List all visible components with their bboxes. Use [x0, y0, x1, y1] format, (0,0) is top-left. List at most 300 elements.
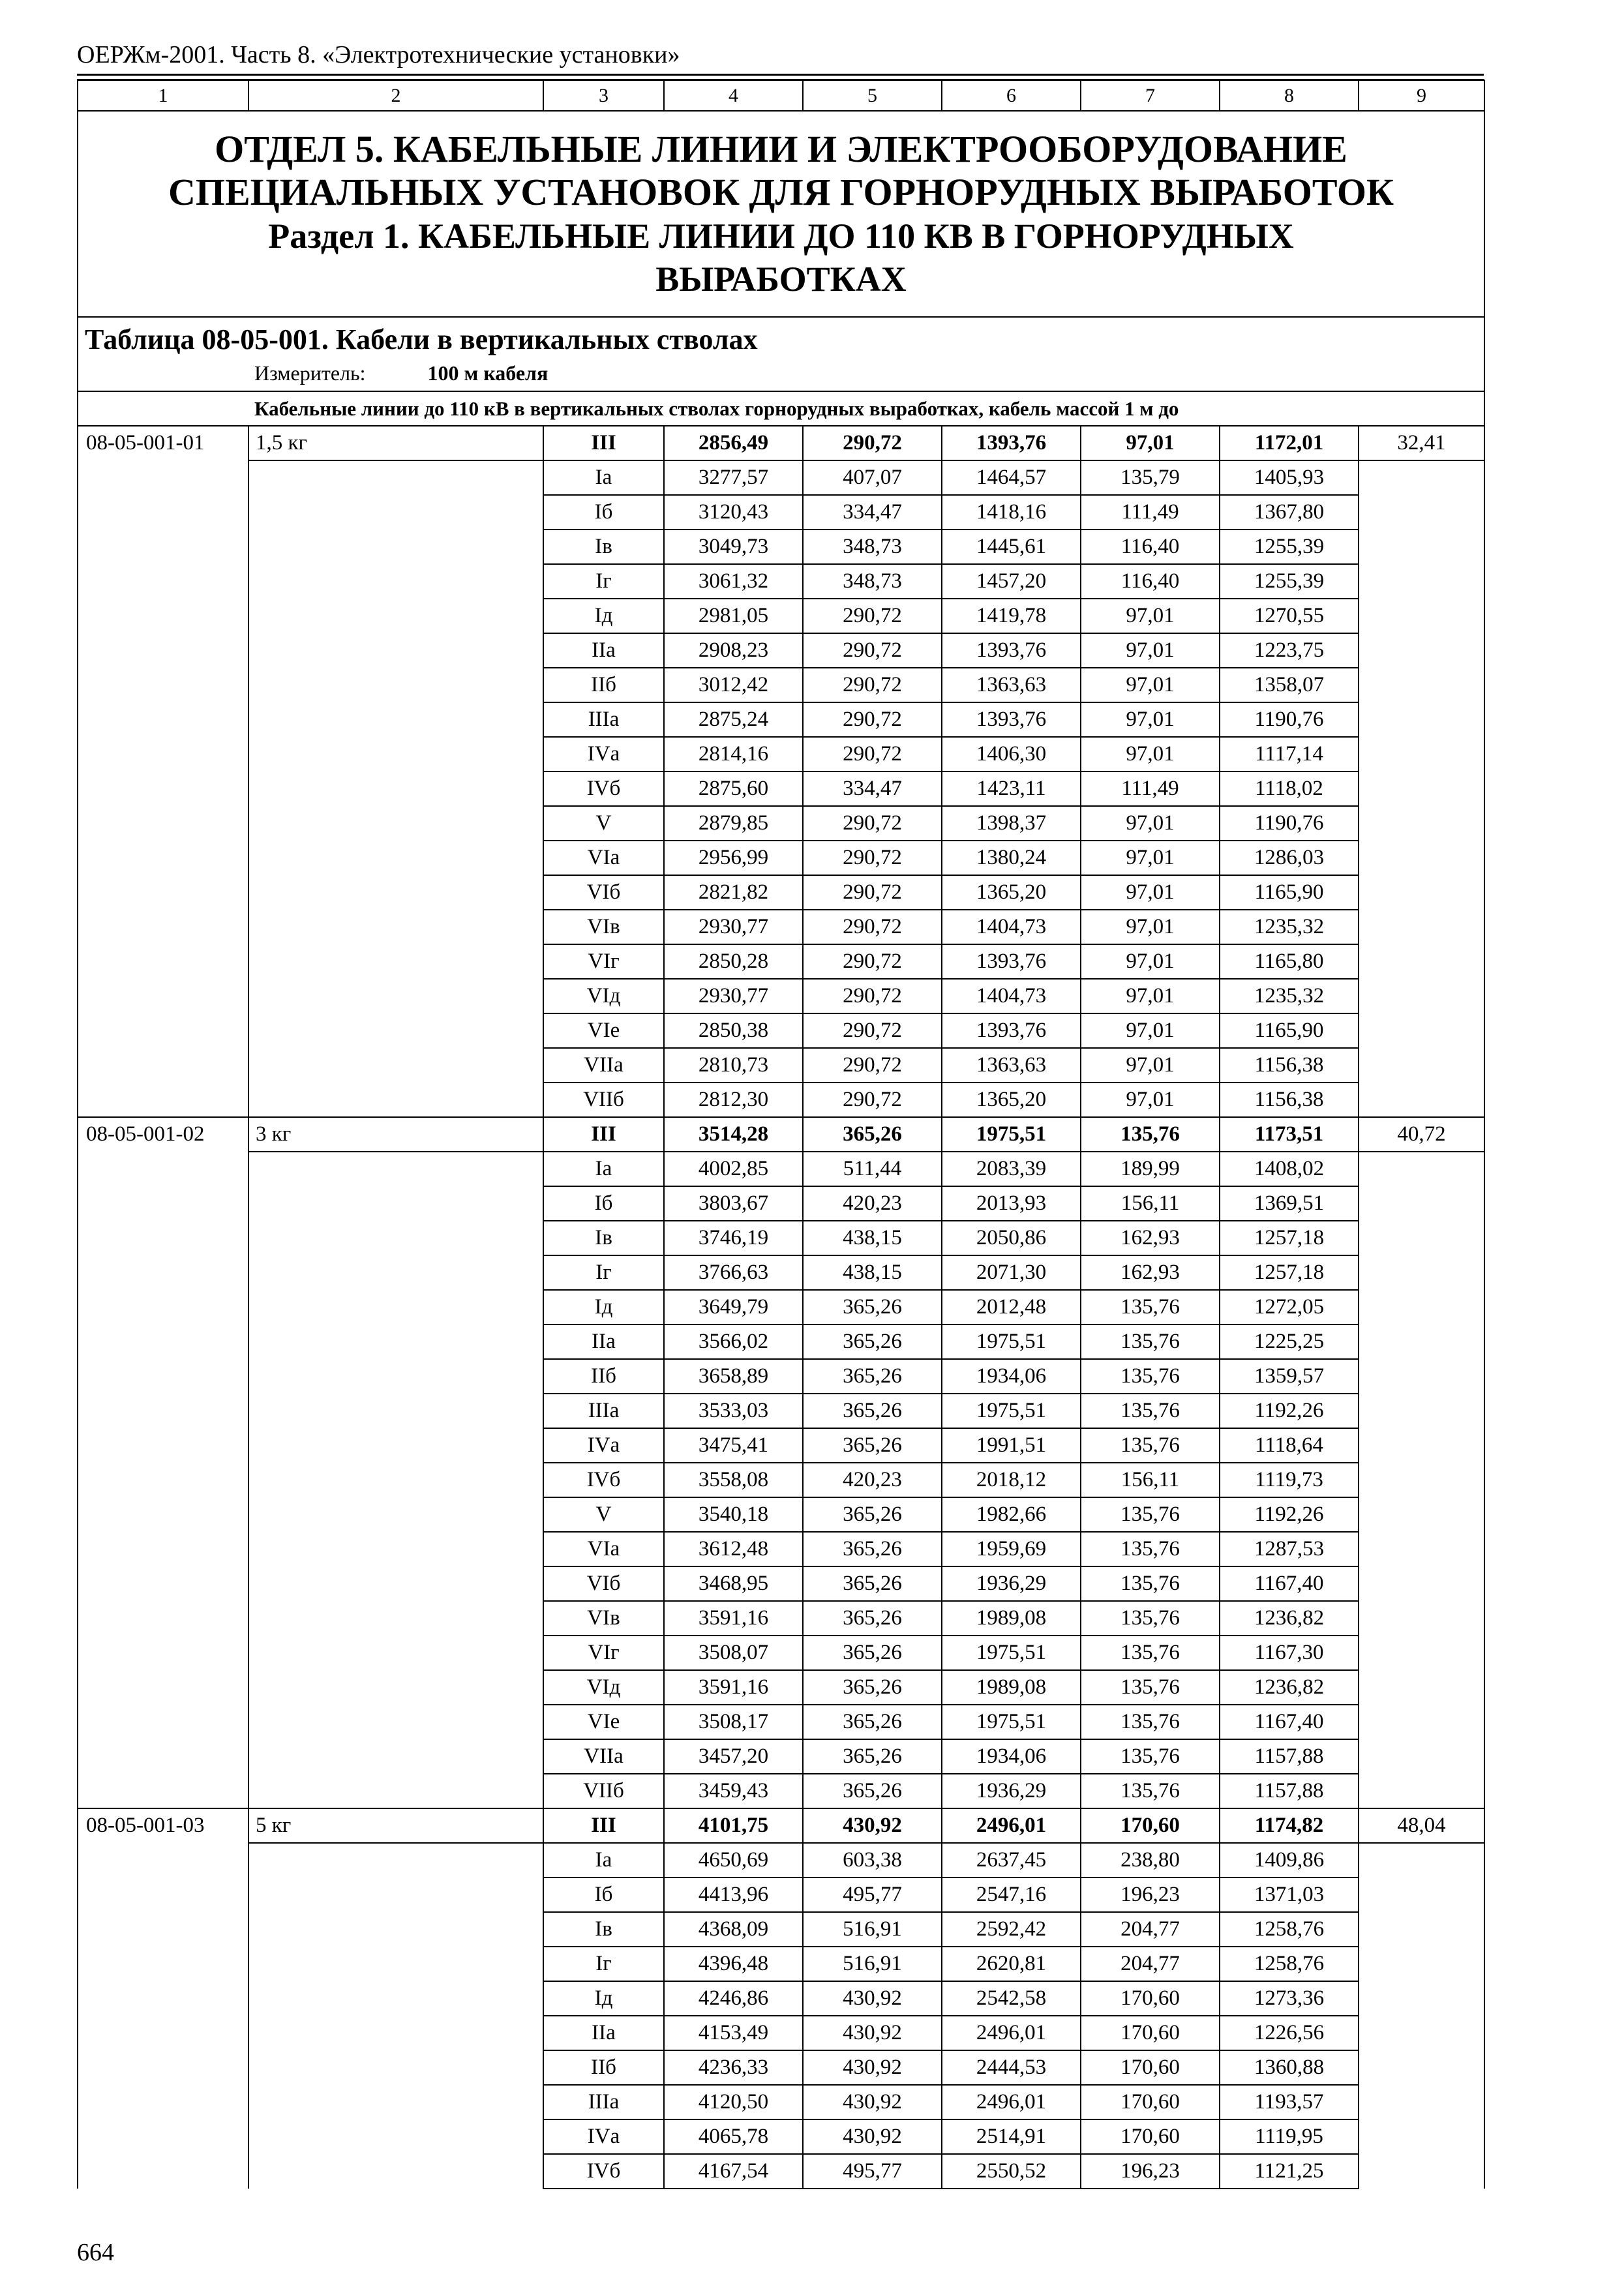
- wages-cost: 516,91: [803, 1912, 942, 1947]
- total-cost: 3049,73: [664, 530, 803, 564]
- machine-cost: 1418,16: [942, 495, 1081, 530]
- operator-wages: 116,40: [1081, 530, 1220, 564]
- operator-wages: 238,80: [1081, 1843, 1220, 1878]
- total-cost: 2812,30: [664, 1083, 803, 1117]
- table-row: [78, 1636, 1484, 1670]
- empty-cell: [78, 1705, 248, 1739]
- operator-wages: 135,76: [1081, 1324, 1220, 1359]
- empty-cell: [78, 1083, 248, 1117]
- zone-category: Iд: [543, 1290, 664, 1324]
- total-cost: 3277,57: [664, 460, 803, 495]
- table-row: [78, 1186, 1484, 1221]
- materials-cost: 1270,55: [1220, 599, 1359, 633]
- table-row: [78, 702, 1484, 737]
- page-number: 664: [77, 2239, 114, 2266]
- empty-cell: [78, 1152, 248, 1186]
- wages-cost: 603,38: [803, 1843, 942, 1878]
- empty-cell: [1359, 1739, 1484, 1774]
- empty-cell: [248, 1878, 543, 1912]
- wages-cost: 365,26: [803, 1601, 942, 1636]
- table-row: [78, 1152, 1484, 1186]
- empty-cell: [248, 1255, 543, 1290]
- labor-rate: 48,04: [1359, 1808, 1484, 1843]
- zone-category: VIв: [543, 1601, 664, 1636]
- wages-cost: 334,47: [803, 495, 942, 530]
- total-cost: 2930,77: [664, 910, 803, 944]
- table-row: [78, 1048, 1484, 1083]
- materials-cost: 1257,18: [1220, 1221, 1359, 1255]
- operator-wages: 135,76: [1081, 1117, 1220, 1152]
- table-row: [78, 979, 1484, 1013]
- empty-cell: [1359, 944, 1484, 979]
- operator-wages: 135,76: [1081, 1359, 1220, 1394]
- zone-category: VIб: [543, 875, 664, 910]
- empty-cell: [78, 1359, 248, 1394]
- table-row: [78, 460, 1484, 495]
- materials-cost: 1409,86: [1220, 1843, 1359, 1878]
- empty-cell: [78, 1843, 248, 1878]
- table-row: [78, 1878, 1484, 1912]
- empty-cell: [78, 1670, 248, 1705]
- total-cost: 4246,86: [664, 1981, 803, 2016]
- empty-cell: [1359, 1083, 1484, 1117]
- total-cost: 3649,79: [664, 1290, 803, 1324]
- total-cost: 2981,05: [664, 599, 803, 633]
- materials-cost: 1360,88: [1220, 2050, 1359, 2085]
- empty-cell: [1359, 599, 1484, 633]
- column-number: 5: [803, 80, 942, 111]
- table-row: [78, 2050, 1484, 2085]
- table-row: [78, 1981, 1484, 2016]
- materials-cost: 1405,93: [1220, 460, 1359, 495]
- empty-cell: [78, 737, 248, 771]
- table-row: [78, 910, 1484, 944]
- zone-category: VIв: [543, 910, 664, 944]
- materials-cost: 1255,39: [1220, 564, 1359, 599]
- table-row: [78, 633, 1484, 668]
- machine-cost: 1936,29: [942, 1774, 1081, 1808]
- wages-cost: 290,72: [803, 1013, 942, 1048]
- machine-cost: 1380,24: [942, 841, 1081, 875]
- total-cost: 3591,16: [664, 1670, 803, 1705]
- machine-cost: 1365,20: [942, 1083, 1081, 1117]
- empty-cell: [78, 1497, 248, 1532]
- empty-cell: [248, 2085, 543, 2119]
- operator-wages: 97,01: [1081, 875, 1220, 910]
- total-cost: 3612,48: [664, 1532, 803, 1566]
- table-row: [78, 1601, 1484, 1636]
- column-number: 6: [942, 80, 1081, 111]
- empty-cell: [78, 1013, 248, 1048]
- empty-cell: [1359, 910, 1484, 944]
- empty-cell: [78, 1878, 248, 1912]
- empty-cell: [248, 771, 543, 806]
- table-row: [78, 2119, 1484, 2154]
- total-cost: 2850,38: [664, 1013, 803, 1048]
- total-cost: 3061,32: [664, 564, 803, 599]
- empty-cell: [78, 599, 248, 633]
- header-rule: [77, 74, 1484, 76]
- empty-cell: [1359, 1532, 1484, 1566]
- total-cost: 4236,33: [664, 2050, 803, 2085]
- operator-wages: 135,76: [1081, 1290, 1220, 1324]
- table-title: Таблица 08-05-001. Кабели в вертикальных стволах: [85, 323, 758, 355]
- empty-cell: [248, 633, 543, 668]
- operator-wages: 135,76: [1081, 1428, 1220, 1463]
- empty-cell: [1359, 875, 1484, 910]
- column-number: 8: [1220, 80, 1359, 111]
- empty-cell: [78, 1186, 248, 1221]
- column-numbers-row: [78, 80, 1484, 111]
- wages-cost: 430,92: [803, 1981, 942, 2016]
- machine-cost: 1982,66: [942, 1497, 1081, 1532]
- wages-cost: 290,72: [803, 599, 942, 633]
- machine-cost: 1363,63: [942, 1048, 1081, 1083]
- rate-code: 08-05-001-02: [78, 1117, 248, 1152]
- table-row: [78, 599, 1484, 633]
- wages-cost: 334,47: [803, 771, 942, 806]
- machine-cost: 2444,53: [942, 2050, 1081, 2085]
- wages-cost: 516,91: [803, 1947, 942, 1981]
- empty-cell: [78, 633, 248, 668]
- wages-cost: 365,26: [803, 1566, 942, 1601]
- empty-cell: [1359, 2154, 1484, 2189]
- table-row: [78, 1774, 1484, 1808]
- empty-cell: [1359, 495, 1484, 530]
- wages-cost: 290,72: [803, 1083, 942, 1117]
- machine-cost: 1975,51: [942, 1117, 1081, 1152]
- operator-wages: 196,23: [1081, 2154, 1220, 2189]
- wages-cost: 495,77: [803, 2154, 942, 2189]
- empty-cell: [1359, 1981, 1484, 2016]
- empty-cell: [78, 1532, 248, 1566]
- empty-cell: [248, 1290, 543, 1324]
- operator-wages: 111,49: [1081, 495, 1220, 530]
- table-row: [78, 841, 1484, 875]
- empty-cell: [1359, 1843, 1484, 1878]
- zone-category: Iд: [543, 1981, 664, 2016]
- total-cost: 4167,54: [664, 2154, 803, 2189]
- wages-cost: 365,26: [803, 1394, 942, 1428]
- zone-category: Iг: [543, 564, 664, 599]
- empty-cell: [78, 460, 248, 495]
- materials-cost: 1408,02: [1220, 1152, 1359, 1186]
- table-row: [78, 2154, 1484, 2189]
- empty-cell: [248, 668, 543, 702]
- materials-cost: 1257,18: [1220, 1255, 1359, 1290]
- column-number: 9: [1359, 80, 1484, 111]
- operator-wages: 170,60: [1081, 2119, 1220, 2154]
- zone-category: Iв: [543, 1912, 664, 1947]
- empty-cell: [248, 1705, 543, 1739]
- zone-category: III: [543, 426, 664, 460]
- empty-cell: [248, 806, 543, 841]
- empty-cell: [1359, 2119, 1484, 2154]
- total-cost: 4413,96: [664, 1878, 803, 1912]
- wages-cost: 290,72: [803, 1048, 942, 1083]
- empty-cell: [248, 1774, 543, 1808]
- zone-category: IIа: [543, 633, 664, 668]
- table-row: [78, 1705, 1484, 1739]
- total-cost: 2875,60: [664, 771, 803, 806]
- materials-cost: 1156,38: [1220, 1083, 1359, 1117]
- empty-cell: [1359, 841, 1484, 875]
- operator-wages: 196,23: [1081, 1878, 1220, 1912]
- zone-category: IIа: [543, 1324, 664, 1359]
- operator-wages: 156,11: [1081, 1186, 1220, 1221]
- machine-cost: 1406,30: [942, 737, 1081, 771]
- empty-cell: [78, 1463, 248, 1497]
- materials-cost: 1255,39: [1220, 530, 1359, 564]
- materials-cost: 1157,88: [1220, 1774, 1359, 1808]
- wages-cost: 430,92: [803, 1808, 942, 1843]
- machine-cost: 1989,08: [942, 1601, 1081, 1636]
- empty-cell: [248, 910, 543, 944]
- empty-cell: [1359, 1947, 1484, 1981]
- machine-cost: 1975,51: [942, 1324, 1081, 1359]
- empty-cell: [248, 1636, 543, 1670]
- empty-cell: [1359, 1152, 1484, 1186]
- total-cost: 3508,17: [664, 1705, 803, 1739]
- machine-cost: 1423,11: [942, 771, 1081, 806]
- empty-cell: [248, 530, 543, 564]
- materials-cost: 1156,38: [1220, 1048, 1359, 1083]
- materials-cost: 1258,76: [1220, 1947, 1359, 1981]
- total-cost: 3459,43: [664, 1774, 803, 1808]
- wages-cost: 430,92: [803, 2085, 942, 2119]
- materials-cost: 1119,95: [1220, 2119, 1359, 2154]
- empty-cell: [248, 1497, 543, 1532]
- materials-cost: 1225,25: [1220, 1324, 1359, 1359]
- empty-cell: [248, 2154, 543, 2189]
- machine-cost: 2496,01: [942, 2016, 1081, 2050]
- zone-category: IIIа: [543, 702, 664, 737]
- zone-category: VIг: [543, 944, 664, 979]
- empty-cell: [248, 1428, 543, 1463]
- total-cost: 3475,41: [664, 1428, 803, 1463]
- total-cost: 2956,99: [664, 841, 803, 875]
- empty-cell: [78, 875, 248, 910]
- empty-cell: [78, 1947, 248, 1981]
- operator-wages: 162,93: [1081, 1255, 1220, 1290]
- total-cost: 4368,09: [664, 1912, 803, 1947]
- empty-cell: [78, 1324, 248, 1359]
- empty-cell: [248, 1739, 543, 1774]
- operator-wages: 170,60: [1081, 2050, 1220, 2085]
- wages-cost: 511,44: [803, 1152, 942, 1186]
- empty-cell: [78, 1601, 248, 1636]
- wages-cost: 365,26: [803, 1290, 942, 1324]
- total-cost: 3457,20: [664, 1739, 803, 1774]
- operator-wages: 97,01: [1081, 737, 1220, 771]
- materials-cost: 1167,40: [1220, 1566, 1359, 1601]
- machine-cost: 1989,08: [942, 1670, 1081, 1705]
- title-cell: [78, 111, 1484, 317]
- zone-category: V: [543, 806, 664, 841]
- total-cost: 4153,49: [664, 2016, 803, 2050]
- empty-cell: [248, 1981, 543, 2016]
- operator-wages: 135,76: [1081, 1497, 1220, 1532]
- machine-cost: 2083,39: [942, 1152, 1081, 1186]
- materials-cost: 1287,53: [1220, 1532, 1359, 1566]
- materials-cost: 1121,25: [1220, 2154, 1359, 2189]
- running-header: ОЕРЖм-2001. Часть 8. «Электротехнические установки»: [77, 41, 680, 68]
- materials-cost: 1167,40: [1220, 1705, 1359, 1739]
- empty-cell: [248, 1048, 543, 1083]
- empty-cell: [1359, 668, 1484, 702]
- empty-cell: [248, 944, 543, 979]
- materials-cost: 1190,76: [1220, 702, 1359, 737]
- wages-cost: 365,26: [803, 1497, 942, 1532]
- empty-cell: [1359, 1359, 1484, 1394]
- materials-cost: 1371,03: [1220, 1878, 1359, 1912]
- empty-cell: [248, 737, 543, 771]
- empty-cell: [1359, 1912, 1484, 1947]
- zone-category: IIIа: [543, 2085, 664, 2119]
- operator-wages: 135,79: [1081, 460, 1220, 495]
- group-description: Кабельные линии до 110 кВ в вертикальных стволах горнорудных выработках, кабель массой 1 м до: [78, 391, 1484, 426]
- zone-category: IVа: [543, 2119, 664, 2154]
- zone-category: IVб: [543, 2154, 664, 2189]
- empty-cell: [248, 2050, 543, 2085]
- total-cost: 3566,02: [664, 1324, 803, 1359]
- empty-cell: [1359, 1705, 1484, 1739]
- table-row: [78, 530, 1484, 564]
- labor-rate: 32,41: [1359, 426, 1484, 460]
- materials-cost: 1174,82: [1220, 1808, 1359, 1843]
- empty-cell: [1359, 1566, 1484, 1601]
- operator-wages: 97,01: [1081, 702, 1220, 737]
- machine-cost: 1975,51: [942, 1394, 1081, 1428]
- machine-cost: 2496,01: [942, 1808, 1081, 1843]
- zone-category: Iа: [543, 460, 664, 495]
- zone-category: VIе: [543, 1705, 664, 1739]
- total-cost: 3514,28: [664, 1117, 803, 1152]
- empty-cell: [78, 1048, 248, 1083]
- operator-wages: 135,76: [1081, 1532, 1220, 1566]
- materials-cost: 1272,05: [1220, 1290, 1359, 1324]
- total-cost: 2850,28: [664, 944, 803, 979]
- table-row: [78, 771, 1484, 806]
- zone-category: IIIа: [543, 1394, 664, 1428]
- empty-cell: [248, 702, 543, 737]
- empty-cell: [78, 702, 248, 737]
- empty-cell: [78, 2154, 248, 2189]
- machine-cost: 1975,51: [942, 1636, 1081, 1670]
- machine-cost: 2018,12: [942, 1463, 1081, 1497]
- machine-cost: 2542,58: [942, 1981, 1081, 2016]
- wages-cost: 290,72: [803, 668, 942, 702]
- table-row: [78, 1532, 1484, 1566]
- empty-cell: [78, 1774, 248, 1808]
- unit-value: 100 м кабеля: [427, 361, 549, 385]
- wages-cost: 290,72: [803, 875, 942, 910]
- rate-code: 08-05-001-03: [78, 1808, 248, 1843]
- total-cost: 2879,85: [664, 806, 803, 841]
- operator-wages: 97,01: [1081, 806, 1220, 841]
- empty-cell: [248, 1013, 543, 1048]
- machine-cost: 1934,06: [942, 1359, 1081, 1394]
- machine-cost: 1363,63: [942, 668, 1081, 702]
- empty-cell: [248, 1947, 543, 1981]
- materials-cost: 1273,36: [1220, 1981, 1359, 2016]
- empty-cell: [78, 1428, 248, 1463]
- table-row: [78, 1359, 1484, 1394]
- machine-cost: 1398,37: [942, 806, 1081, 841]
- wages-cost: 430,92: [803, 2119, 942, 2154]
- machine-cost: 1419,78: [942, 599, 1081, 633]
- machine-cost: 2637,45: [942, 1843, 1081, 1878]
- table-row: [78, 1670, 1484, 1705]
- wages-cost: 290,72: [803, 702, 942, 737]
- empty-cell: [1359, 771, 1484, 806]
- operator-wages: 97,01: [1081, 1013, 1220, 1048]
- materials-cost: 1192,26: [1220, 1394, 1359, 1428]
- table-row: [78, 1463, 1484, 1497]
- zone-category: Iв: [543, 1221, 664, 1255]
- empty-cell: [248, 1186, 543, 1221]
- materials-cost: 1236,82: [1220, 1670, 1359, 1705]
- empty-cell: [1359, 1670, 1484, 1705]
- machine-cost: 2592,42: [942, 1912, 1081, 1947]
- total-cost: 3558,08: [664, 1463, 803, 1497]
- wages-cost: 438,15: [803, 1255, 942, 1290]
- empty-cell: [1359, 1324, 1484, 1359]
- empty-cell: [78, 841, 248, 875]
- machine-cost: 1934,06: [942, 1739, 1081, 1774]
- section-title-line1: Раздел 1. КАБЕЛЬНЫЕ ЛИНИИ ДО 110 КВ В ГОРНОРУДНЫХ: [268, 217, 1294, 256]
- materials-cost: 1117,14: [1220, 737, 1359, 771]
- operator-wages: 97,01: [1081, 944, 1220, 979]
- machine-cost: 1393,76: [942, 426, 1081, 460]
- empty-cell: [1359, 1774, 1484, 1808]
- operator-wages: 135,76: [1081, 1566, 1220, 1601]
- empty-cell: [1359, 1186, 1484, 1221]
- materials-cost: 1172,01: [1220, 426, 1359, 460]
- zone-category: VIд: [543, 979, 664, 1013]
- table-row: [78, 564, 1484, 599]
- wages-cost: 290,72: [803, 841, 942, 875]
- empty-cell: [248, 1394, 543, 1428]
- wages-cost: 365,26: [803, 1670, 942, 1705]
- zone-category: Iг: [543, 1255, 664, 1290]
- machine-cost: 2620,81: [942, 1947, 1081, 1981]
- operator-wages: 135,76: [1081, 1394, 1220, 1428]
- empty-cell: [1359, 737, 1484, 771]
- column-number: 7: [1081, 80, 1220, 111]
- empty-cell: [248, 1324, 543, 1359]
- zone-category: IIб: [543, 668, 664, 702]
- cable-mass: 3 кг: [248, 1117, 543, 1152]
- empty-cell: [1359, 1013, 1484, 1048]
- wages-cost: 430,92: [803, 2016, 942, 2050]
- materials-cost: 1157,88: [1220, 1739, 1359, 1774]
- table-row: [78, 1843, 1484, 1878]
- empty-cell: [248, 2016, 543, 2050]
- wages-cost: 430,92: [803, 2050, 942, 2085]
- total-cost: 2814,16: [664, 737, 803, 771]
- total-cost: 4002,85: [664, 1152, 803, 1186]
- operator-wages: 156,11: [1081, 1463, 1220, 1497]
- total-cost: 2930,77: [664, 979, 803, 1013]
- materials-cost: 1223,75: [1220, 633, 1359, 668]
- total-cost: 2908,23: [664, 633, 803, 668]
- machine-cost: 2547,16: [942, 1878, 1081, 1912]
- materials-cost: 1167,30: [1220, 1636, 1359, 1670]
- materials-cost: 1286,03: [1220, 841, 1359, 875]
- total-cost: 3540,18: [664, 1497, 803, 1532]
- empty-cell: [1359, 460, 1484, 495]
